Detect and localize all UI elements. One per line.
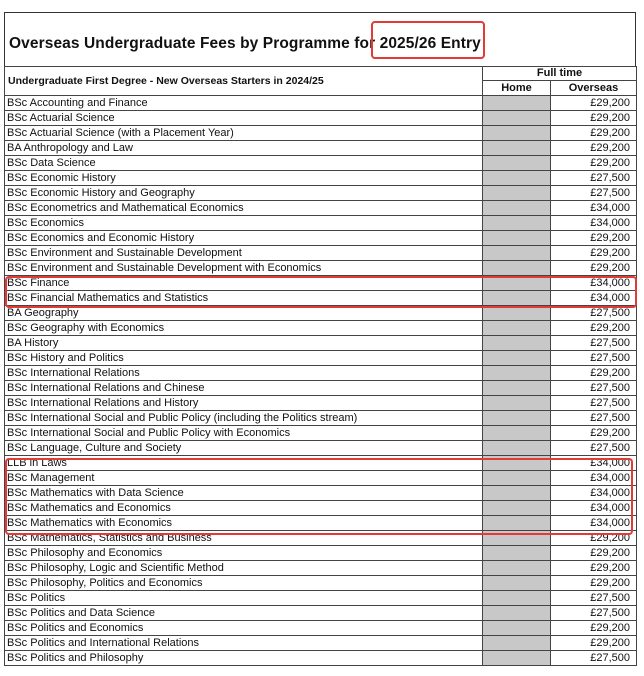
table-row	[5, 231, 637, 246]
overseas-fee: £29,200	[551, 321, 637, 336]
home-fee-cell	[483, 591, 551, 606]
home-fee-cell	[483, 321, 551, 336]
overseas-fee: £29,200	[551, 156, 637, 171]
home-fee-cell	[483, 261, 551, 276]
overseas-fee: £29,200	[551, 576, 637, 591]
home-fee-cell	[483, 651, 551, 666]
home-fee-cell	[483, 231, 551, 246]
table-row	[5, 456, 637, 471]
programme-name: BSc Econometrics and Mathematical Economics	[5, 201, 483, 216]
overseas-fee: £34,000	[551, 276, 637, 291]
home-fee-cell	[483, 216, 551, 231]
fees-document	[4, 8, 636, 672]
programme-name: BSc International Social and Public Policy (including the Politics stream)	[5, 411, 483, 426]
table-row	[5, 471, 637, 486]
home-fee-cell	[483, 411, 551, 426]
programme-name: BSc Politics	[5, 591, 483, 606]
home-fee-cell	[483, 111, 551, 126]
home-fee-cell	[483, 621, 551, 636]
overseas-fee: £29,200	[551, 546, 637, 561]
programme-name: BSc Politics and Economics	[5, 621, 483, 636]
home-fee-cell	[483, 516, 551, 531]
home-fee-cell	[483, 486, 551, 501]
programme-name: BSc Politics and Data Science	[5, 606, 483, 621]
programme-name: BSc Data Science	[5, 156, 483, 171]
overseas-fee: £34,000	[551, 216, 637, 231]
programme-name: BSc International Social and Public Policy with Economics	[5, 426, 483, 441]
programme-name: BSc Mathematics, Statistics and Business	[5, 531, 483, 546]
home-fee-cell	[483, 366, 551, 381]
programme-name: BSc Philosophy, Logic and Scientific Method	[5, 561, 483, 576]
fees-table-body	[5, 96, 637, 666]
overseas-fee: £34,000	[551, 516, 637, 531]
overseas-fee: £27,500	[551, 381, 637, 396]
home-fee-cell	[483, 126, 551, 141]
programme-name: BSc Politics and International Relations	[5, 636, 483, 651]
page-title: Overseas Undergraduate Fees by Programme for 2025/26 Entry	[9, 35, 481, 52]
programme-name: BSc Economic History and Geography	[5, 186, 483, 201]
table-row	[5, 486, 637, 501]
overseas-fee: £34,000	[551, 201, 637, 216]
home-fee-cell	[483, 156, 551, 171]
programme-name: BSc History and Politics	[5, 351, 483, 366]
table-row	[5, 561, 637, 576]
table-row	[5, 216, 637, 231]
overseas-fee: £29,200	[551, 636, 637, 651]
home-fee-cell	[483, 531, 551, 546]
overseas-column-header: Overseas	[551, 81, 637, 96]
programme-name: BA Anthropology and Law	[5, 141, 483, 156]
table-row	[5, 621, 637, 636]
home-fee-cell	[483, 381, 551, 396]
overseas-fee: £27,500	[551, 186, 637, 201]
programme-name: LLB in Laws	[5, 456, 483, 471]
table-row	[5, 111, 637, 126]
overseas-fee: £27,500	[551, 396, 637, 411]
programme-name: BSc Mathematics with Economics	[5, 516, 483, 531]
overseas-fee: £27,500	[551, 441, 637, 456]
table-row	[5, 546, 637, 561]
year-highlight-box	[371, 21, 485, 59]
table-row	[5, 351, 637, 366]
table-row	[5, 261, 637, 276]
overseas-fee: £34,000	[551, 501, 637, 516]
title-box	[4, 12, 636, 67]
home-fee-cell	[483, 171, 551, 186]
home-fee-cell	[483, 606, 551, 621]
programme-name: BSc Philosophy, Politics and Economics	[5, 576, 483, 591]
table-row	[5, 291, 637, 306]
table-row	[5, 636, 637, 651]
programme-name: BSc Economic History	[5, 171, 483, 186]
overseas-fee: £27,500	[551, 336, 637, 351]
programme-name: BSc Economics and Economic History	[5, 231, 483, 246]
overseas-fee: £29,200	[551, 126, 637, 141]
overseas-fee: £29,200	[551, 261, 637, 276]
table-row	[5, 156, 637, 171]
overseas-fee: £29,200	[551, 426, 637, 441]
home-fee-cell	[483, 441, 551, 456]
home-fee-cell	[483, 561, 551, 576]
overseas-fee: £29,200	[551, 366, 637, 381]
overseas-fee: £29,200	[551, 246, 637, 261]
programme-name: BSc Environment and Sustainable Development	[5, 246, 483, 261]
home-fee-cell	[483, 456, 551, 471]
programme-name: BSc Financial Mathematics and Statistics	[5, 291, 483, 306]
overseas-fee: £27,500	[551, 606, 637, 621]
table-row	[5, 306, 637, 321]
home-fee-cell	[483, 471, 551, 486]
overseas-fee: £29,200	[551, 621, 637, 636]
fees-table	[4, 66, 637, 666]
table-row	[5, 396, 637, 411]
table-row	[5, 246, 637, 261]
programme-name: BSc Actuarial Science (with a Placement Year)	[5, 126, 483, 141]
overseas-fee: £27,500	[551, 651, 637, 666]
programme-name: BA Geography	[5, 306, 483, 321]
table-row	[5, 531, 637, 546]
programme-name: BSc International Relations	[5, 366, 483, 381]
table-row	[5, 591, 637, 606]
overseas-fee: £29,200	[551, 141, 637, 156]
table-row	[5, 96, 637, 111]
programme-name: BSc Economics	[5, 216, 483, 231]
table-row	[5, 171, 637, 186]
table-row	[5, 516, 637, 531]
overseas-fee: £29,200	[551, 231, 637, 246]
home-fee-cell	[483, 351, 551, 366]
table-row	[5, 186, 637, 201]
home-fee-cell	[483, 636, 551, 651]
home-fee-cell	[483, 336, 551, 351]
home-fee-cell	[483, 141, 551, 156]
programme-name: BSc Politics and Philosophy	[5, 651, 483, 666]
overseas-fee: £34,000	[551, 291, 637, 306]
table-row	[5, 606, 637, 621]
home-fee-cell	[483, 501, 551, 516]
table-row	[5, 441, 637, 456]
home-fee-cell	[483, 576, 551, 591]
home-column-header: Home	[483, 81, 551, 96]
programme-column-header: Undergraduate First Degree - New Overseas Starters in 2024/25	[5, 67, 483, 96]
table-row	[5, 321, 637, 336]
home-fee-cell	[483, 96, 551, 111]
programme-name: BSc International Relations and Chinese	[5, 381, 483, 396]
home-fee-cell	[483, 276, 551, 291]
overseas-fee: £27,500	[551, 171, 637, 186]
table-row	[5, 426, 637, 441]
table-row	[5, 276, 637, 291]
table-row	[5, 381, 637, 396]
programme-name: BSc Actuarial Science	[5, 111, 483, 126]
programme-name: BSc Environment and Sustainable Development with Economics	[5, 261, 483, 276]
table-row	[5, 501, 637, 516]
home-fee-cell	[483, 426, 551, 441]
overseas-fee: £27,500	[551, 351, 637, 366]
home-fee-cell	[483, 306, 551, 321]
table-row	[5, 141, 637, 156]
home-fee-cell	[483, 396, 551, 411]
programme-name: BA History	[5, 336, 483, 351]
table-row	[5, 576, 637, 591]
table-row	[5, 366, 637, 381]
table-row	[5, 411, 637, 426]
table-row	[5, 651, 637, 666]
home-fee-cell	[483, 291, 551, 306]
table-row	[5, 336, 637, 351]
table-row	[5, 126, 637, 141]
home-fee-cell	[483, 246, 551, 261]
overseas-fee: £29,200	[551, 96, 637, 111]
programme-name: BSc International Relations and History	[5, 396, 483, 411]
full-time-header: Full time	[483, 67, 637, 81]
overseas-fee: £27,500	[551, 591, 637, 606]
programme-name: BSc Geography with Economics	[5, 321, 483, 336]
overseas-fee: £29,200	[551, 561, 637, 576]
overseas-fee: £29,200	[551, 531, 637, 546]
overseas-fee: £27,500	[551, 306, 637, 321]
programme-name: BSc Finance	[5, 276, 483, 291]
programme-name: BSc Mathematics and Economics	[5, 501, 483, 516]
table-row	[5, 201, 637, 216]
overseas-fee: £27,500	[551, 411, 637, 426]
home-fee-cell	[483, 546, 551, 561]
home-fee-cell	[483, 186, 551, 201]
programme-name: BSc Accounting and Finance	[5, 96, 483, 111]
home-fee-cell	[483, 201, 551, 216]
programme-name: BSc Language, Culture and Society	[5, 441, 483, 456]
overseas-fee: £34,000	[551, 471, 637, 486]
programme-name: BSc Philosophy and Economics	[5, 546, 483, 561]
overseas-fee: £34,000	[551, 486, 637, 501]
overseas-fee: £34,000	[551, 456, 637, 471]
programme-name: BSc Management	[5, 471, 483, 486]
overseas-fee: £29,200	[551, 111, 637, 126]
programme-name: BSc Mathematics with Data Science	[5, 486, 483, 501]
